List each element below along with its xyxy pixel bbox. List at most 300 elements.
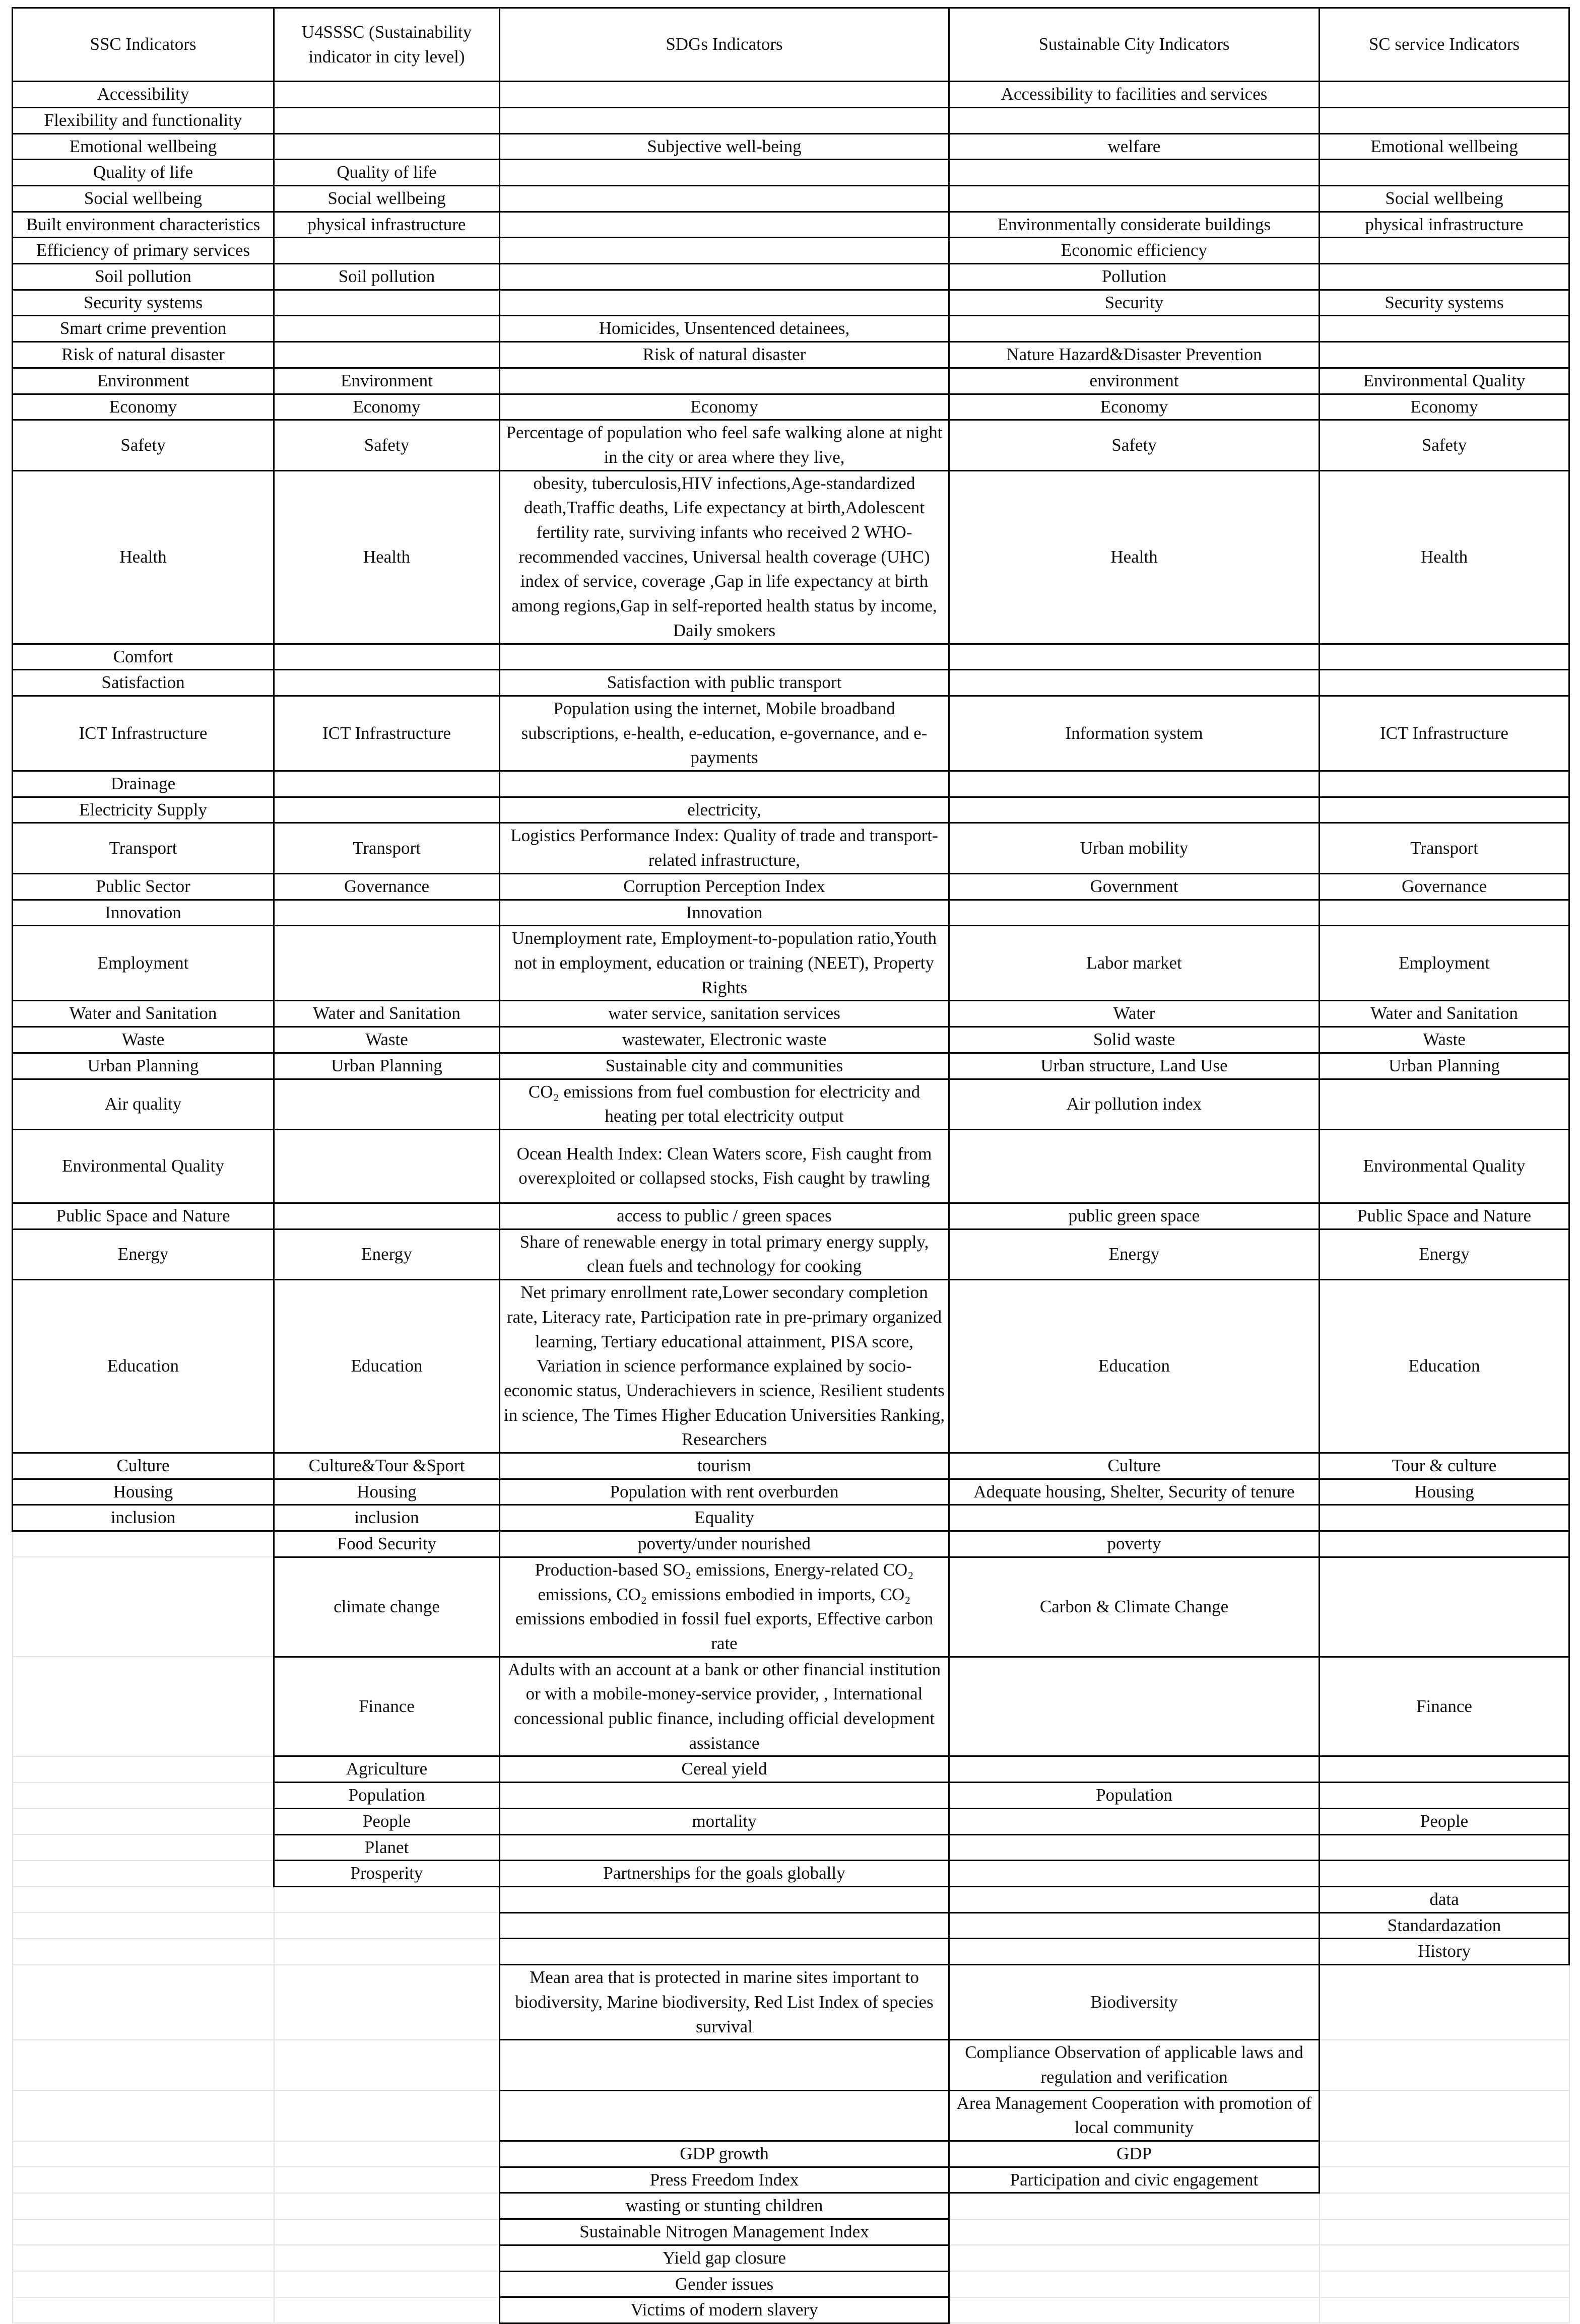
cell-ssc: Quality of life: [13, 160, 274, 186]
table-row: [13, 696, 1569, 771]
cell-sdgs: Corruption Perception Index: [500, 873, 949, 900]
cell-ssc: Education: [13, 1280, 274, 1453]
cell-sc-service: Public Space and Nature: [1320, 1203, 1569, 1229]
cell-ssc: Water and Sanitation: [13, 1001, 274, 1027]
cell-ssc: [13, 2090, 274, 2141]
cell-u4sssc: [274, 2141, 500, 2167]
cell-u4sssc: Waste: [274, 1027, 500, 1053]
cell-u4sssc: [274, 107, 500, 133]
cell-u4sssc: [274, 670, 500, 696]
cell-sustainable-city: [949, 185, 1320, 212]
cell-sustainable-city: Health: [949, 470, 1320, 644]
cell-u4sssc: ICT Infrastructure: [274, 696, 500, 771]
cell-sdgs: tourism: [500, 1453, 949, 1479]
table-row: [13, 185, 1569, 212]
cell-u4sssc: Culture&Tour &Sport: [274, 1453, 500, 1479]
cell-ssc: [13, 1756, 274, 1783]
table-row: [13, 670, 1569, 696]
cell-sdgs: [500, 82, 949, 108]
cell-ssc: [13, 2167, 274, 2193]
table-row: [13, 160, 1569, 186]
cell-u4sssc: Health: [274, 470, 500, 644]
cell-ssc: [13, 1861, 274, 1887]
cell-sdgs: [500, 290, 949, 316]
table-row: [13, 1783, 1569, 1809]
cell-ssc: Urban Planning: [13, 1053, 274, 1079]
cell-sc-service: [1320, 1834, 1569, 1861]
cell-sdgs: Net primary enrollment rate,Lower secondary completion rate, Literacy rate, Participation rate in pre-primary organized learning, Tertiary educational attainment, PISA score, Variation in science performance explained by socio-economic status, Underachievers in science, Resilient students in science, The Times Higher Education Universities Ranking, Researchers: [500, 1280, 949, 1453]
cell-u4sssc: People: [274, 1808, 500, 1834]
cell-sustainable-city: Labor market: [949, 926, 1320, 1001]
cell-ssc: ICT Infrastructure: [13, 696, 274, 771]
cell-sustainable-city: poverty: [949, 1531, 1320, 1557]
cell-sustainable-city: Information system: [949, 696, 1320, 771]
table-row: [13, 1129, 1569, 1203]
cell-ssc: Smart crime prevention: [13, 316, 274, 342]
cell-ssc: [13, 2297, 274, 2323]
cell-sdgs: Economy: [500, 394, 949, 420]
cell-sdgs: obesity, tuberculosis,HIV infections,Age-standardized death,Traffic deaths, Life expectancy at birth,Adolescent fertility rate, surviving infants who received 2 WHO-recommended vaccines, Universal health coverage (UHC) index of service, coverage ,Gap in life expectancy at birth among regions,Gap in self-reported health status by income, Daily smokers: [500, 470, 949, 644]
cell-sdgs: Share of renewable energy in total primary energy supply, clean fuels and technology for cooking: [500, 1229, 949, 1279]
cell-u4sssc: [274, 1129, 500, 1203]
cell-sdgs: water service, sanitation services: [500, 1001, 949, 1027]
cell-ssc: [13, 1783, 274, 1809]
table-row: [13, 470, 1569, 644]
cell-sc-service: [1320, 771, 1569, 797]
cell-sustainable-city: Population: [949, 1783, 1320, 1809]
cell-sc-service: [1320, 342, 1569, 368]
table-row: [13, 1887, 1569, 1913]
cell-sustainable-city: Culture: [949, 1453, 1320, 1479]
cell-sustainable-city: Pollution: [949, 264, 1320, 290]
cell-ssc: Environmental Quality: [13, 1129, 274, 1203]
cell-sdgs: mortality: [500, 1808, 949, 1834]
table-row: [13, 420, 1569, 470]
cell-sdgs: [500, 1783, 949, 1809]
cell-sdgs: [500, 1939, 949, 1965]
table-row: [13, 368, 1569, 394]
cell-sc-service: [1320, 1505, 1569, 1531]
cell-ssc: Economy: [13, 394, 274, 420]
cell-sc-service: Tour & culture: [1320, 1453, 1569, 1479]
cell-sc-service: [1320, 1783, 1569, 1809]
cell-u4sssc: [274, 1965, 500, 2040]
cell-sustainable-city: [949, 2219, 1320, 2245]
cell-ssc: Comfort: [13, 644, 274, 670]
table-row: [13, 1657, 1569, 1756]
cell-sc-service: [1320, 160, 1569, 186]
cell-sc-service: Governance: [1320, 873, 1569, 900]
cell-u4sssc: Social wellbeing: [274, 185, 500, 212]
cell-sc-service: Housing: [1320, 1479, 1569, 1505]
cell-sdgs: [500, 238, 949, 264]
table-row: [13, 1027, 1569, 1053]
cell-sc-service: Economy: [1320, 394, 1569, 420]
cell-sdgs: Unemployment rate, Employment-to-population ratio,Youth not in employment, education or training (NEET), Property Rights: [500, 926, 949, 1001]
cell-u4sssc: [274, 797, 500, 823]
cell-sc-service: [1320, 2090, 1569, 2141]
cell-u4sssc: [274, 2167, 500, 2193]
cell-sc-service: [1320, 2297, 1569, 2323]
cell-sustainable-city: Air pollution index: [949, 1079, 1320, 1129]
cell-sdgs: Partnerships for the goals globally: [500, 1861, 949, 1887]
cell-sc-service: Education: [1320, 1280, 1569, 1453]
cell-sdgs: Cereal yield: [500, 1756, 949, 1783]
cell-ssc: [13, 1912, 274, 1939]
cell-sustainable-city: Water: [949, 1001, 1320, 1027]
cell-sdgs: [500, 1887, 949, 1913]
cell-u4sssc: [274, 2245, 500, 2271]
table-row: [13, 2040, 1569, 2090]
cell-sdgs: Sustainable city and communities: [500, 1053, 949, 1079]
cell-sustainable-city: Environmentally considerate buildings: [949, 212, 1320, 238]
cell-u4sssc: [274, 900, 500, 926]
cell-ssc: Innovation: [13, 900, 274, 926]
table-row: [13, 2245, 1569, 2271]
cell-u4sssc: [274, 82, 500, 108]
cell-u4sssc: Urban Planning: [274, 1053, 500, 1079]
table-row: [13, 644, 1569, 670]
cell-u4sssc: Prosperity: [274, 1861, 500, 1887]
table-row: [13, 823, 1569, 873]
cell-sdgs: [500, 160, 949, 186]
cell-sustainable-city: welfare: [949, 133, 1320, 160]
table-row: [13, 133, 1569, 160]
cell-sustainable-city: [949, 316, 1320, 342]
cell-sustainable-city: Energy: [949, 1229, 1320, 1279]
cell-sc-service: Transport: [1320, 823, 1569, 873]
cell-sc-service: [1320, 797, 1569, 823]
table-row: [13, 2167, 1569, 2193]
cell-sdgs: [500, 368, 949, 394]
cell-sustainable-city: Area Management Cooperation with promotion of local community: [949, 2090, 1320, 2141]
cell-sc-service: [1320, 1965, 1569, 2040]
cell-u4sssc: Water and Sanitation: [274, 1001, 500, 1027]
cell-sdgs: [500, 212, 949, 238]
cell-sc-service: Urban Planning: [1320, 1053, 1569, 1079]
table-row: [13, 342, 1569, 368]
cell-sc-service: Energy: [1320, 1229, 1569, 1279]
table-row: [13, 900, 1569, 926]
cell-sdgs: wastewater, Electronic waste: [500, 1027, 949, 1053]
cell-sc-service: Waste: [1320, 1027, 1569, 1053]
cell-u4sssc: [274, 2090, 500, 2141]
cell-sc-service: Emotional wellbeing: [1320, 133, 1569, 160]
table-row: [13, 394, 1569, 420]
header-row: [13, 8, 1569, 82]
column-header-sdgs: SDGs Indicators: [500, 8, 949, 82]
cell-sustainable-city: Economy: [949, 394, 1320, 420]
table-row: [13, 2090, 1569, 2141]
cell-sc-service: [1320, 316, 1569, 342]
table-row: [13, 1203, 1569, 1229]
cell-ssc: [13, 1557, 274, 1657]
cell-ssc: Electricity Supply: [13, 797, 274, 823]
cell-ssc: Built environment characteristics: [13, 212, 274, 238]
cell-ssc: [13, 2040, 274, 2090]
cell-u4sssc: [274, 342, 500, 368]
cell-u4sssc: Planet: [274, 1834, 500, 1861]
cell-sustainable-city: Biodiversity: [949, 1965, 1320, 2040]
cell-sc-service: Water and Sanitation: [1320, 1001, 1569, 1027]
cell-sustainable-city: [949, 797, 1320, 823]
cell-ssc: [13, 2193, 274, 2219]
cell-sdgs: Homicides, Unsentenced detainees,: [500, 316, 949, 342]
cell-ssc: Employment: [13, 926, 274, 1001]
column-header-sc-service: SC service Indicators: [1320, 8, 1569, 82]
table-row: [13, 1229, 1569, 1279]
cell-u4sssc: Agriculture: [274, 1756, 500, 1783]
cell-sdgs: Population with rent overburden: [500, 1479, 949, 1505]
table-row: [13, 82, 1569, 108]
cell-sustainable-city: [949, 1657, 1320, 1756]
cell-sc-service: ICT Infrastructure: [1320, 696, 1569, 771]
cell-ssc: Satisfaction: [13, 670, 274, 696]
cell-sdgs: Innovation: [500, 900, 949, 926]
cell-ssc: Transport: [13, 823, 274, 873]
table-body: [13, 82, 1569, 2323]
cell-sustainable-city: Urban structure, Land Use: [949, 1053, 1320, 1079]
cell-sdgs: CO₂ emissions from fuel combustion for electricity and heating per total electricity output: [500, 1079, 949, 1129]
cell-sc-service: Safety: [1320, 420, 1569, 470]
table-row: [13, 1756, 1569, 1783]
table-row: [13, 1505, 1569, 1531]
table-row: [13, 1053, 1569, 1079]
cell-u4sssc: [274, 238, 500, 264]
cell-sustainable-city: [949, 2297, 1320, 2323]
cell-sdgs: Satisfaction with public transport: [500, 670, 949, 696]
cell-ssc: Efficiency of primary services: [13, 238, 274, 264]
table-row: [13, 1280, 1569, 1453]
cell-sc-service: Finance: [1320, 1657, 1569, 1756]
table-row: [13, 2219, 1569, 2245]
cell-sdgs: Subjective well-being: [500, 133, 949, 160]
table-row: [13, 2141, 1569, 2167]
cell-sustainable-city: [949, 1834, 1320, 1861]
table-row: [13, 2297, 1569, 2323]
cell-u4sssc: Economy: [274, 394, 500, 420]
cell-sdgs: Press Freedom Index: [500, 2167, 949, 2193]
cell-sc-service: [1320, 1861, 1569, 1887]
cell-sdgs: Logistics Performance Index: Quality of trade and transport-related infrastructure,: [500, 823, 949, 873]
table-row: [13, 771, 1569, 797]
cell-u4sssc: [274, 2193, 500, 2219]
table-row: [13, 2271, 1569, 2297]
cell-u4sssc: physical infrastructure: [274, 212, 500, 238]
cell-ssc: [13, 1834, 274, 1861]
cell-ssc: Waste: [13, 1027, 274, 1053]
table-row: [13, 290, 1569, 316]
cell-sc-service: [1320, 1531, 1569, 1557]
cell-ssc: [13, 1887, 274, 1913]
cell-u4sssc: [274, 1079, 500, 1129]
cell-sdgs: [500, 1912, 949, 1939]
cell-ssc: Energy: [13, 1229, 274, 1279]
cell-sdgs: poverty/under nourished: [500, 1531, 949, 1557]
cell-ssc: Health: [13, 470, 274, 644]
table-row: [13, 264, 1569, 290]
table-row: [13, 316, 1569, 342]
cell-sc-service: [1320, 2167, 1569, 2193]
cell-ssc: [13, 1531, 274, 1557]
cell-ssc: Risk of natural disaster: [13, 342, 274, 368]
column-header-sustainable-city: Sustainable City Indicators: [949, 8, 1320, 82]
cell-u4sssc: Housing: [274, 1479, 500, 1505]
cell-sustainable-city: [949, 1505, 1320, 1531]
cell-ssc: inclusion: [13, 1505, 274, 1531]
cell-ssc: Social wellbeing: [13, 185, 274, 212]
cell-u4sssc: [274, 2219, 500, 2245]
cell-ssc: Flexibility and functionality: [13, 107, 274, 133]
cell-ssc: [13, 2219, 274, 2245]
cell-sdgs: Ocean Health Index: Clean Waters score, Fish caught from overexploited or collapsed stocks, Fish caught by trawling: [500, 1129, 949, 1203]
cell-sustainable-city: GDP: [949, 2141, 1320, 2167]
cell-sdgs: Production-based SO₂ emissions, Energy-related CO₂ emissions, CO₂ emissions embodied in imports, CO₂ emissions embodied in fossil fuel exports, Effective carbon rate: [500, 1557, 949, 1657]
cell-sustainable-city: [949, 1939, 1320, 1965]
cell-u4sssc: Population: [274, 1783, 500, 1809]
cell-sc-service: Standardazation: [1320, 1912, 1569, 1939]
cell-sdgs: access to public / green spaces: [500, 1203, 949, 1229]
table-row: [13, 1912, 1569, 1939]
cell-sdgs: [500, 771, 949, 797]
cell-sustainable-city: Compliance Observation of applicable laws and regulation and verification: [949, 2040, 1320, 2090]
cell-sc-service: People: [1320, 1808, 1569, 1834]
cell-u4sssc: [274, 290, 500, 316]
column-header-ssc: SSC Indicators: [13, 8, 274, 82]
cell-ssc: Environment: [13, 368, 274, 394]
cell-u4sssc: inclusion: [274, 1505, 500, 1531]
cell-u4sssc: Education: [274, 1280, 500, 1453]
cell-sustainable-city: [949, 2245, 1320, 2271]
cell-u4sssc: Soil pollution: [274, 264, 500, 290]
cell-u4sssc: [274, 2271, 500, 2297]
table-row: [13, 1965, 1569, 2040]
table-row: [13, 107, 1569, 133]
cell-ssc: [13, 1808, 274, 1834]
cell-ssc: Security systems: [13, 290, 274, 316]
cell-sc-service: [1320, 2193, 1569, 2219]
cell-sdgs: [500, 644, 949, 670]
cell-u4sssc: Finance: [274, 1657, 500, 1756]
cell-sustainable-city: Solid waste: [949, 1027, 1320, 1053]
table-row: [13, 1808, 1569, 1834]
cell-u4sssc: Quality of life: [274, 160, 500, 186]
cell-sc-service: [1320, 1557, 1569, 1657]
table-row: [13, 1557, 1569, 1657]
cell-sdgs: Gender issues: [500, 2271, 949, 2297]
cell-sustainable-city: [949, 1912, 1320, 1939]
cell-sdgs: [500, 2040, 949, 2090]
table-row: [13, 212, 1569, 238]
cell-u4sssc: [274, 1887, 500, 1913]
cell-u4sssc: [274, 2040, 500, 2090]
cell-sustainable-city: Carbon & Climate Change: [949, 1557, 1320, 1657]
cell-sc-service: [1320, 2040, 1569, 2090]
cell-sc-service: [1320, 238, 1569, 264]
cell-u4sssc: Transport: [274, 823, 500, 873]
cell-u4sssc: Safety: [274, 420, 500, 470]
cell-sustainable-city: [949, 644, 1320, 670]
cell-sdgs: [500, 107, 949, 133]
cell-ssc: [13, 1939, 274, 1965]
cell-sustainable-city: [949, 160, 1320, 186]
cell-sc-service: [1320, 1079, 1569, 1129]
cell-ssc: [13, 2245, 274, 2271]
cell-sustainable-city: [949, 771, 1320, 797]
table-row: [13, 1834, 1569, 1861]
cell-sdgs: electricity,: [500, 797, 949, 823]
cell-u4sssc: Environment: [274, 368, 500, 394]
table-row: [13, 926, 1569, 1001]
cell-sustainable-city: [949, 107, 1320, 133]
cell-sdgs: Equality: [500, 1505, 949, 1531]
cell-sdgs: Sustainable Nitrogen Management Index: [500, 2219, 949, 2245]
cell-sdgs: Victims of modern slavery: [500, 2297, 949, 2323]
cell-sustainable-city: [949, 1861, 1320, 1887]
cell-u4sssc: climate change: [274, 1557, 500, 1657]
cell-sustainable-city: [949, 1129, 1320, 1203]
table-row: [13, 238, 1569, 264]
cell-sc-service: Employment: [1320, 926, 1569, 1001]
cell-sc-service: [1320, 2245, 1569, 2271]
cell-ssc: [13, 1965, 274, 2040]
cell-ssc: Safety: [13, 420, 274, 470]
cell-sustainable-city: Government: [949, 873, 1320, 900]
cell-sc-service: [1320, 2219, 1569, 2245]
cell-sc-service: [1320, 264, 1569, 290]
cell-sc-service: [1320, 900, 1569, 926]
table-row: [13, 2193, 1569, 2219]
cell-ssc: Soil pollution: [13, 264, 274, 290]
cell-sdgs: wasting or stunting children: [500, 2193, 949, 2219]
cell-sdgs: Risk of natural disaster: [500, 342, 949, 368]
cell-sustainable-city: [949, 670, 1320, 696]
cell-sustainable-city: Adequate housing, Shelter, Security of tenure: [949, 1479, 1320, 1505]
cell-sustainable-city: environment: [949, 368, 1320, 394]
cell-sustainable-city: Urban mobility: [949, 823, 1320, 873]
cell-ssc: [13, 1657, 274, 1756]
cell-u4sssc: [274, 316, 500, 342]
cell-sdgs: Yield gap closure: [500, 2245, 949, 2271]
cell-ssc: Public Sector: [13, 873, 274, 900]
table-row: [13, 1861, 1569, 1887]
cell-sc-service: Social wellbeing: [1320, 185, 1569, 212]
table-row: [13, 1079, 1569, 1129]
table-row: [13, 1939, 1569, 1965]
table-row: [13, 797, 1569, 823]
cell-sc-service: [1320, 107, 1569, 133]
cell-sc-service: [1320, 644, 1569, 670]
cell-sc-service: [1320, 82, 1569, 108]
cell-ssc: Culture: [13, 1453, 274, 1479]
cell-sc-service: [1320, 1756, 1569, 1783]
cell-sustainable-city: public green space: [949, 1203, 1320, 1229]
cell-u4sssc: [274, 644, 500, 670]
cell-sdgs: [500, 185, 949, 212]
column-header-u4sssc: U4SSSC (Sustainability indicator in city level): [274, 8, 500, 82]
cell-sustainable-city: Safety: [949, 420, 1320, 470]
cell-sustainable-city: [949, 900, 1320, 926]
cell-sc-service: Environmental Quality: [1320, 368, 1569, 394]
cell-sdgs: [500, 264, 949, 290]
cell-sc-service: Health: [1320, 470, 1569, 644]
cell-sustainable-city: [949, 2193, 1320, 2219]
cell-sc-service: physical infrastructure: [1320, 212, 1569, 238]
cell-sdgs: [500, 1834, 949, 1861]
cell-sc-service: [1320, 2271, 1569, 2297]
cell-u4sssc: [274, 1203, 500, 1229]
cell-sustainable-city: [949, 1808, 1320, 1834]
